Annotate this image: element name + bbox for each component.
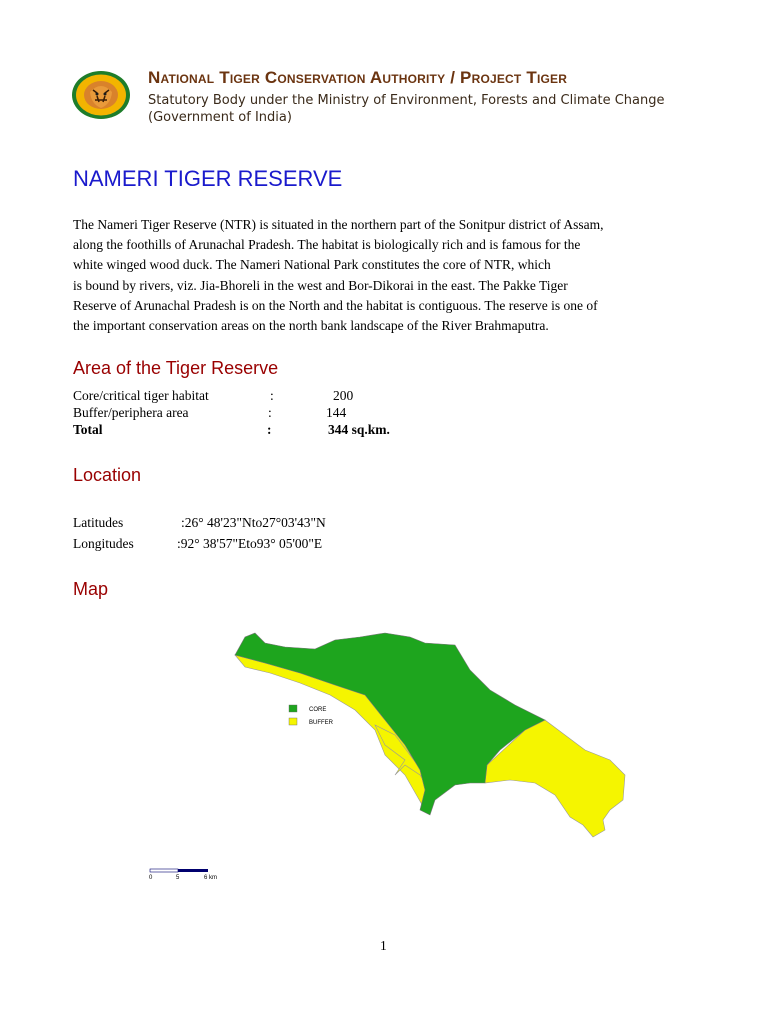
- area-sep: :: [270, 388, 274, 403]
- org-subtitle-line2: (Government of India): [148, 110, 292, 125]
- page-number: 1: [380, 938, 387, 953]
- scale-label-0: 0: [149, 875, 153, 881]
- legend-swatch-core: [289, 705, 297, 712]
- latitudes-value: :26° 48'23"Nto27°03'43"N: [181, 515, 326, 530]
- area-sep: :: [267, 422, 272, 437]
- org-subtitle-line1: Statutory Body under the Ministry of Environment, Forests and Climate Change: [148, 93, 665, 108]
- reserve-map: [225, 625, 645, 845]
- legend-label-core: CORE: [309, 707, 327, 713]
- area-sep: :: [268, 405, 272, 420]
- latitudes-label: Latitudes: [73, 515, 124, 530]
- area-label: Buffer/periphera area: [73, 405, 189, 420]
- org-subtitle: [148, 92, 664, 126]
- scale-label-5: 5: [176, 875, 180, 881]
- area-value: 344 sq.km.: [328, 422, 390, 437]
- intro-line: along the foothills of Arunachal Pradesh. The habitat is biologically rich and is famous for the: [73, 237, 581, 253]
- scale-label-6km: 6 km: [204, 875, 218, 881]
- area-label: Total: [73, 422, 103, 437]
- ntca-logo: [71, 70, 131, 120]
- area-value: 144: [326, 405, 347, 420]
- intro-line: white winged wood duck. The Nameri National Park constitutes the core of NTR, which: [73, 257, 551, 273]
- org-title: National Tiger Conservation Authority / Project Tiger: [148, 68, 568, 87]
- intro-line: is bound by rivers, viz. Jia-Bhoreli in the west and Bor-Dikorai in the east. The Pakke Tiger: [73, 277, 568, 293]
- intro-line: the important conservation areas on the north bank landscape of the River Brahmaputra.: [73, 317, 549, 333]
- location-heading: Location: [73, 465, 142, 485]
- map-heading: Map: [73, 579, 109, 599]
- area-heading: Area of the Tiger Reserve: [73, 358, 279, 378]
- map-scale-bar: [148, 866, 220, 882]
- longitudes-value: :92° 38'57"Eto93° 05'00"E: [177, 536, 323, 551]
- intro-paragraph: [73, 215, 693, 336]
- intro-line: Reserve of Arunachal Pradesh is on the North and the habitat is contiguous. The reserve is one of: [73, 297, 598, 313]
- intro-line: The Nameri Tiger Reserve (NTR) is situated in the northern part of the Sonitpur district of Assam,: [73, 217, 604, 232]
- longitudes-label: Longitudes: [73, 536, 134, 551]
- area-label: Core/critical tiger habitat: [73, 388, 209, 403]
- document-title: NAMERI TIGER RESERVE: [73, 166, 343, 191]
- core-area: [235, 633, 545, 815]
- area-value: 200: [333, 388, 354, 403]
- legend-swatch-buffer: [289, 718, 297, 725]
- legend-label-buffer: BUFFER: [309, 720, 333, 726]
